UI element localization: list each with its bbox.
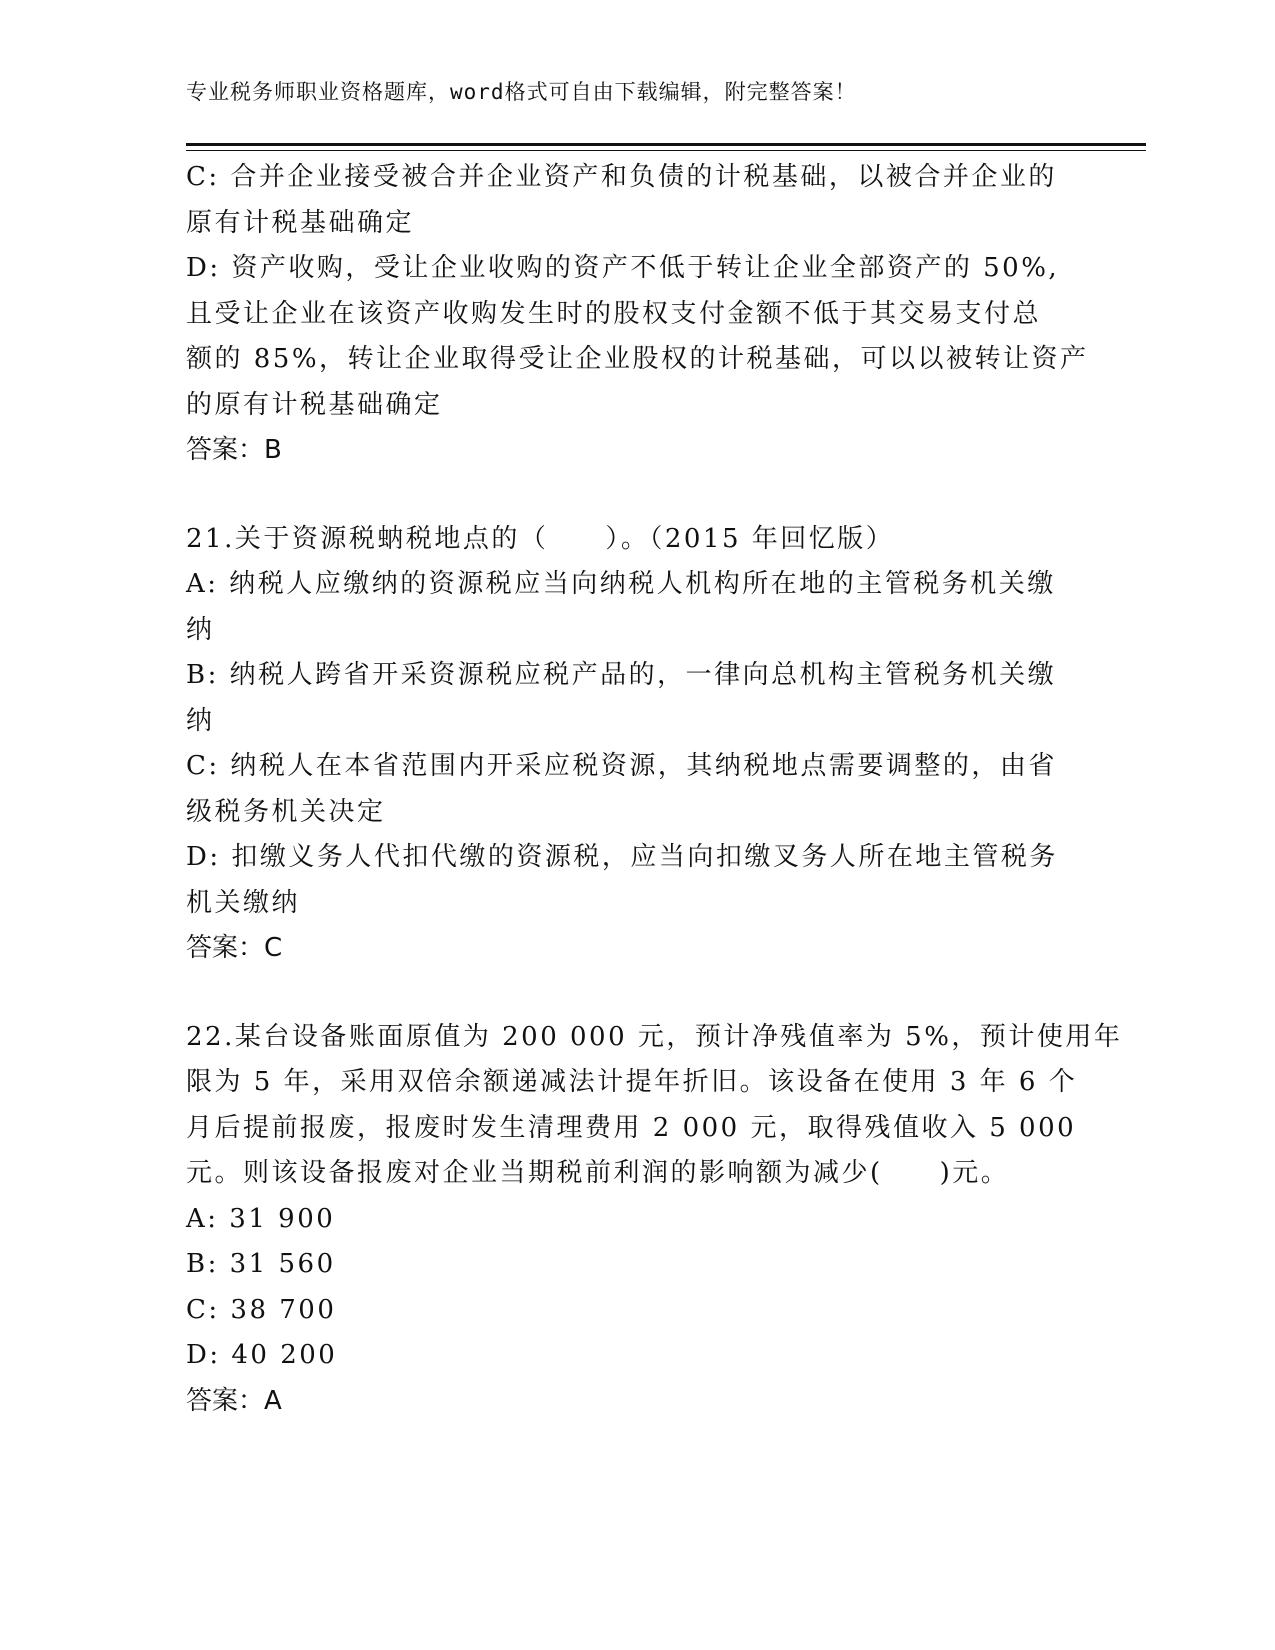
q21-option-a-line: A: 纳税人应缴纳的资源税应当向纳税人机构所在地的主管税务机关缴 [186, 569, 1056, 599]
q21-option-a-line: 纳 [186, 614, 215, 645]
q20-option-d-line: D: 资产收购，受让企业收购的资产不低于转让企业全部资产的 50%, [186, 253, 1060, 283]
page-header: 专业税务师职业资格题库，word格式可自由下载编辑，附完整答案！ [186, 80, 857, 104]
q22-option-a: A: 31 900 [186, 1203, 336, 1234]
q22-question-line: 元。则该设备报废对企业当期税前利润的影响额为减少( )元。 [186, 1158, 1010, 1188]
q21-answer: 答案：C [186, 933, 283, 963]
q22-option-d: D: 40 200 [186, 1340, 338, 1370]
q20-option-c-line: 原有计税基础确定 [186, 207, 415, 238]
question-22-block [186, 1015, 1123, 1425]
question-21-block [186, 517, 1086, 972]
q20-option-d-line: 的原有计税基础确定 [186, 389, 443, 420]
q22-option-b: B: 31 560 [186, 1249, 336, 1279]
q22-question-line: 月后提前报废，报废时发生清理费用 2 000 元，取得残值收入 5 000 [186, 1112, 1077, 1143]
q22-question-line: 限为 5 年，采用双倍余额递减法计提年折旧。该设备在使用 3 年 6 个 [186, 1067, 1078, 1097]
header-divider-thick [186, 143, 1146, 146]
q21-option-c-line: C: 纳税人在本省范围内开采应税资源，其纳税地点需要调整的，由省 [186, 751, 1057, 781]
q21-question: 21.关于资源税蚋税地点的（ ）。（2015 年回忆版） [186, 523, 895, 554]
q21-option-d-line: D: 扣缴义务人代扣代缴的资源税，应当向扣缴叉务人所在地主管税务 [186, 842, 1058, 872]
q22-option-c: C: 38 700 [186, 1294, 337, 1325]
q20-option-c-line: C: 合并企业接受被合并企业资产和负债的计税基础，以被合并企业的 [186, 162, 1057, 192]
q21-option-d-line: 机关缴纳 [186, 887, 301, 918]
q22-question-line: 22.某台设备账面原值为 200 000 元，预计净残值率为 5%，预计使用年 [186, 1021, 1123, 1052]
q20-answer: 答案：B [186, 435, 282, 465]
q21-option-c-line: 级税务机关决定 [186, 796, 386, 827]
q21-option-b-line: B: 纳税人跨省开采资源税应税产品的，一律向总机构主管税务机关缴 [186, 660, 1057, 690]
question-20-block [186, 155, 1089, 474]
header-divider-thin [186, 150, 1146, 151]
q21-option-b-line: 纳 [186, 705, 215, 736]
q20-option-d-line: 额的 85%，转让企业取得受让企业股权的计税基础，可以以被转让资产 [186, 344, 1089, 374]
q20-option-d-line: 且受让企业在该资产收购发生时的股权支付金额不低于其交易支付总 [186, 298, 1042, 329]
document-body [186, 155, 1123, 1424]
q22-answer: 答案：A [186, 1385, 282, 1416]
